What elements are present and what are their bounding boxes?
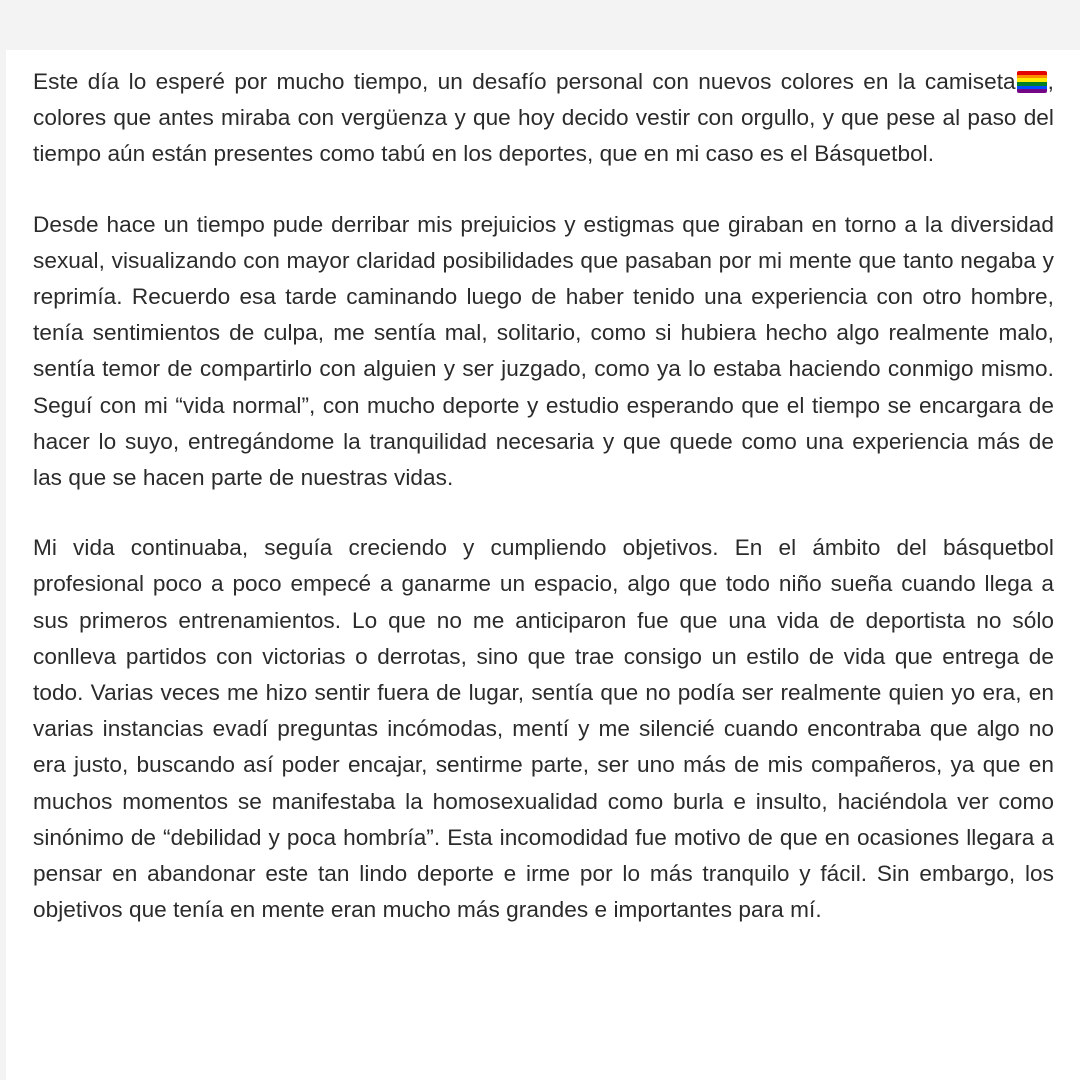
paragraph-2: Desde hace un tiempo pude derribar mis prejuicios y estigmas que giraban en torno a la diversidad sexual, visualizando con mayor claridad posibilidades que pasaban por mi mente que tanto negaba y reprimía. Recuerdo esa tarde caminando luego de haber tenido una experiencia con otro hombre, tenía sentimientos de culpa, me sentía mal, solitario, como si hubiera hecho algo realmente malo, sentía temor de compartirlo con alguien y ser juzgado, como ya lo estaba haciendo conmigo mismo. Seguí con mi “vida normal”, con mucho deporte y estudio esperando que el tiempo se encargara de hacer lo suyo, entregándome la tranquilidad necesaria y que quede como una experiencia más de las que se hacen parte de nuestras vidas. (33, 211, 1054, 491)
document-page (6, 50, 1080, 1080)
rainbow-flag-icon (1017, 71, 1047, 93)
paragraph-3: Mi vida continuaba, seguía creciendo y cumpliendo objetivos. En el ámbito del básquetbol profesional poco a poco empecé a ganarme un espacio, algo que todo niño sueña cuando llega a sus primeros entrenamientos. Lo que no me anticiparon fue que una vida de deportista no sólo conlleva partidos con victorias o derrotas, sino que trae consigo un estilo de vida que entrega de todo. Varias veces me hizo sentir fuera de lugar, sentía que no podía ser realmente quien yo era, en varias instancias evadí preguntas incómodas, mentí y me silencié cuando encontraba que algo no era justo, buscando así poder encajar, sentirme parte, ser uno más de mis compañeros, ya que en muchos momentos se manifestaba la homosexualidad como burla e insulto, haciéndola ver como sinónimo de “debilidad y poca hombría”. Esta incomodidad fue motivo de que en ocasiones llegara a pensar en abandonar este tan lindo deporte e irme por lo más tranquilo y fácil. Sin embargo, los objetivos que tenía en mente eran mucho más grandes e importantes para mí. (33, 535, 1054, 923)
flag-stripe-purple (1017, 89, 1047, 93)
paragraph-1-text-start: Este día lo esperé por mucho tiempo, un desafío personal con nuevos colores en la camiseta (33, 69, 1016, 94)
paragraph-1-text-end: , colores que antes miraba con vergüenza y que hoy decido vestir con orgullo, y que pese al paso del tiempo aún están presentes como tabú en los deportes, que en mi caso es el Básquetbol. (33, 69, 1054, 167)
paragraph-1 (33, 64, 1054, 173)
